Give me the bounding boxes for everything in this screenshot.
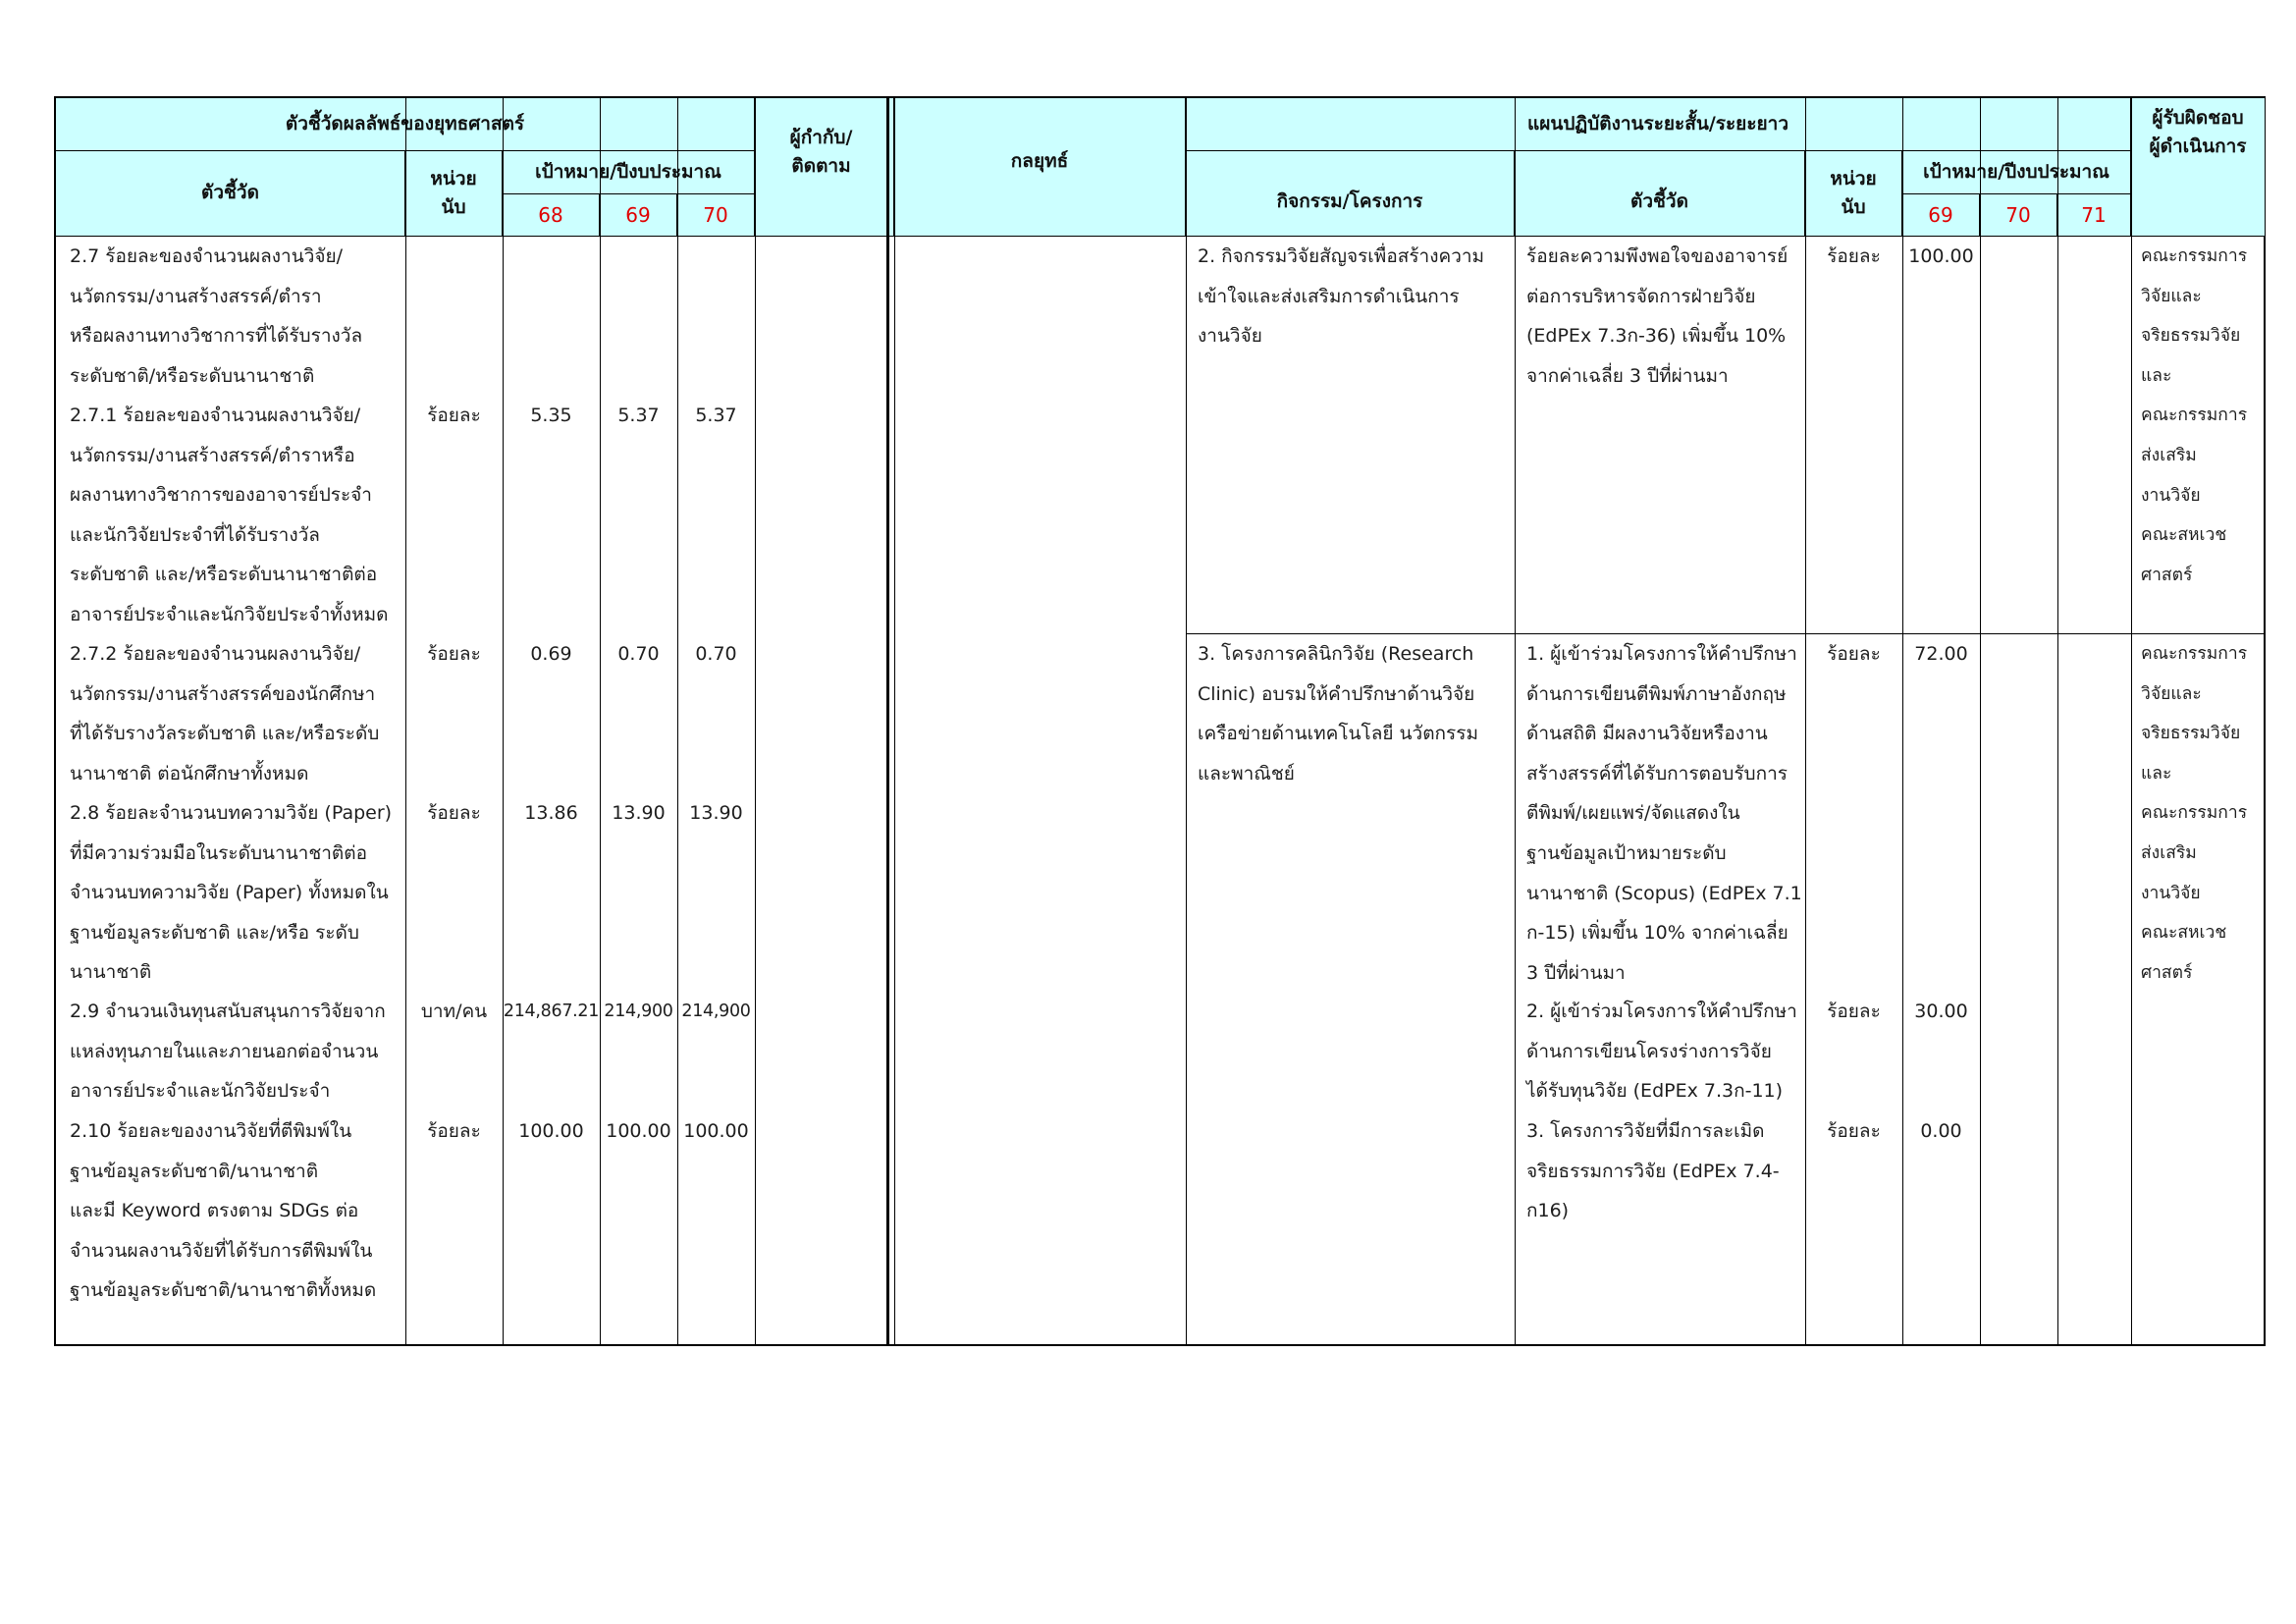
- col-line: [1805, 98, 1806, 1346]
- col-line: [600, 98, 601, 1346]
- activity-2-value-69: 100.00: [1908, 245, 1974, 267]
- header-year-68: 68: [503, 194, 600, 237]
- value-2-7-2-68: 0.69: [530, 643, 572, 665]
- header-year-70: 70: [677, 194, 755, 237]
- activity-3-indicator-2-value-69: 30.00: [1914, 1001, 1968, 1022]
- value-2-8-69: 13.90: [612, 802, 666, 824]
- activity-3-indicator-2-unit: ร้อยละ: [1827, 1001, 1881, 1022]
- header-unit-right-line1: หน่วย: [1830, 167, 1877, 189]
- value-2-8-68: 13.86: [524, 802, 578, 824]
- header-target-budget-year-right: เป้าหมาย/ปีงบประมาณ: [1902, 151, 2131, 194]
- activity-2-responsible: คณะกรรมการ วิจัยและ จริยธรรมวิจัย และ คณะกรรมการ ส่งเสริม งานวิจัย คณะสหเวช ศาสตร์: [2141, 246, 2248, 585]
- header-target-budget-year: เป้าหมาย/ปีงบประมาณ: [503, 151, 755, 194]
- header-strategic-outcome: ตัวชี้วัดผลลัพธ์ของยุทธศาสตร์: [56, 98, 755, 151]
- unit-2-8: ร้อยละ: [427, 802, 481, 824]
- col-line: [755, 98, 756, 1346]
- activity-3-indicator-3-unit: ร้อยละ: [1827, 1120, 1881, 1142]
- value-2-10-69: 100.00: [606, 1120, 671, 1142]
- col-line: [1980, 98, 1981, 1346]
- unit-2-9: บาท/คน: [420, 1001, 488, 1022]
- value-2-7-1-70: 5.37: [695, 405, 737, 426]
- value-2-10-70: 100.00: [683, 1120, 749, 1142]
- header-year-right-71: 71: [2057, 194, 2131, 237]
- header-indicator: ตัวชี้วัด: [56, 151, 405, 237]
- col-line: [2057, 98, 2058, 1346]
- value-2-9-70: 214,900: [681, 1001, 751, 1021]
- indicator-2-8: 2.8 ร้อยละจำนวนบทความวิจัย (Paper) ที่มีความร่วมมือในระดับนานาชาติต่อ จำนวนบทความวิจัย (Paper) ทั้งหมดใน ฐานข้อมูลระดับชาติ และ/หรือ ระดับ นานาชาติ: [70, 802, 393, 984]
- indicator-2-9: 2.9 จำนวนเงินทุนสนับสนุนการวิจัยจาก แหล่งทุนภายในและภายนอกต่อจำนวน อาจารย์ประจำและนักวิจัยประจำ: [70, 1001, 386, 1103]
- header-year-right-69: 69: [1902, 194, 1980, 237]
- activity-3-indicator-1-value-69: 72.00: [1914, 643, 1968, 665]
- header-unit-line1: หน่วย: [430, 167, 477, 189]
- header-year-right-70: 70: [1980, 194, 2057, 237]
- col-line: [677, 98, 678, 1346]
- header-supervisor-line2: ติดตาม: [791, 155, 851, 178]
- header-unit: [405, 151, 503, 237]
- indicator-2-7: 2.7 ร้อยละของจำนวนผลงานวิจัย/ นวัตกรรม/งานสร้างสรรค์/ตำรา หรือผลงานทางวิชาการที่ได้รับรางวัล ระดับชาติ/หรือระดับนานาชาติ: [70, 245, 363, 387]
- value-2-7-1-69: 5.37: [617, 405, 660, 426]
- col-line-thick: [886, 98, 889, 1346]
- header-activity-project: กิจกรรม/โครงการ: [1186, 151, 1515, 237]
- value-2-8-70: 13.90: [689, 802, 743, 824]
- activity-3: 3. โครงการคลินิกวิจัย (Research Clinic) อบรมให้คำปรึกษาด้านวิจัย เครือข่ายด้านเทคโนโลยี นวัตกรรม และพาณิชย์: [1198, 643, 1478, 785]
- col-line: [405, 98, 406, 1346]
- header-action-plan: แผนปฏิบัติงานระยะสั้น/ระยะยาว: [1186, 98, 2131, 151]
- value-2-7-2-69: 0.70: [617, 643, 660, 665]
- header-supervisor-line1: ผู้กำกับ/: [789, 127, 853, 148]
- col-line: [894, 98, 895, 1346]
- activity-3-indicator-3: 3. โครงการวิจัยที่มีการละเมิด จริยธรรมการวิจัย (EdPEx 7.4-ก16): [1526, 1120, 1780, 1222]
- activity-3-indicator-1: 1. ผู้เข้าร่วมโครงการให้คำปรึกษา ด้านการเขียนตีพิมพ์ภาษาอังกฤษ ด้านสถิติ มีผลงานวิจัยหรืองาน สร้างสรรค์ที่ได้รับการตอบรับการ ตีพิมพ์/เผยแพร่/จัดแสดงใน ฐานข้อมูลเป้าหมายระดับ นานาชาติ (Scopus) (EdPEx 7.1 ก-15) เพิ่มขึ้น 10% จากค่าเฉลี่ย 3 ปีที่ผ่านมา: [1526, 643, 1802, 984]
- header-unit-right-line2: นับ: [1841, 196, 1866, 218]
- indicator-2-10: 2.10 ร้อยละของงานวิจัยที่ตีพิมพ์ใน ฐานข้อมูลระดับชาติ/นานาชาติ และมี Keyword ตรงตาม SDGs ต่อ จำนวนผลงานวิจัยที่ได้รับการตีพิมพ์ใน ฐานข้อมูลระดับชาติ/นานาชาติทั้งหมด: [70, 1120, 377, 1302]
- activity-2: 2. กิจกรรมวิจัยสัญจรเพื่อสร้างความ เข้าใจและส่งเสริมการดำเนินการ งานวิจัย: [1198, 245, 1485, 348]
- col-line: [2131, 98, 2132, 1346]
- header-responsible-line2: ผู้ดำเนินการ: [2149, 135, 2247, 158]
- activity-3-responsible: คณะกรรมการ วิจัยและ จริยธรรมวิจัย และ คณะกรรมการ ส่งเสริม งานวิจัย คณะสหเวช ศาสตร์: [2141, 644, 2248, 983]
- activity-3-indicator-3-value-69: 0.00: [1920, 1120, 1962, 1142]
- activity-2-indicator: ร้อยละความพึงพอใจของอาจารย์ ต่อการบริหารจัดการฝ่ายวิจัย (EdPEx 7.3ก-36) เพิ่มขึ้น 10% จากค่าเฉลี่ย 3 ปีที่ผ่านมา: [1526, 245, 1789, 387]
- col-line: [1186, 98, 1187, 1346]
- value-2-9-69: 214,900: [604, 1001, 673, 1021]
- unit-2-7-2: ร้อยละ: [427, 643, 481, 665]
- header-year-69: 69: [600, 194, 677, 237]
- unit-2-10: ร้อยละ: [427, 1120, 481, 1142]
- col-line: [1515, 98, 1516, 1346]
- header-unit-right: [1805, 151, 1902, 237]
- header-responsible-line1: ผู้รับผิดชอบ: [2152, 107, 2244, 129]
- activity-2-unit: ร้อยละ: [1827, 245, 1881, 267]
- header-responsible: [2131, 98, 2266, 237]
- value-2-9-68: 214,867.21: [503, 1001, 600, 1021]
- col-line: [1902, 98, 1903, 1346]
- strategy-table: [54, 96, 2266, 1346]
- unit-2-7-1: ร้อยละ: [427, 405, 481, 426]
- indicator-2-7-1: 2.7.1 ร้อยละของจำนวนผลงานวิจัย/ นวัตกรรม/งานสร้างสรรค์/ตำราหรือ ผลงานทางวิชาการของอาจารย์ประจำ และนักวิจัยประจำที่ได้รับรางวัล ระดับชาติ และ/หรือระดับนานาชาติต่อ อาจารย์ประจำและนักวิจัยประจำทั้งหมด: [70, 405, 389, 625]
- value-2-10-68: 100.00: [518, 1120, 584, 1142]
- activity-3-indicator-2: 2. ผู้เข้าร่วมโครงการให้คำปรึกษา ด้านการเขียนโครงร่างการวิจัย ได้รับทุนวิจัย (EdPEx 7.3ก-11): [1526, 1001, 1797, 1103]
- header-unit-line2: นับ: [441, 196, 466, 218]
- header-indicator-right: ตัวชี้วัด: [1515, 151, 1805, 237]
- indicator-2-7-2: 2.7.2 ร้อยละของจำนวนผลงานวิจัย/ นวัตกรรม/งานสร้างสรรค์ของนักศึกษา ที่ได้รับรางวัลระดับชาติ และ/หรือระดับ นานาชาติ ต่อนักศึกษาทั้งหมด: [70, 643, 380, 785]
- header-supervisor: [755, 98, 888, 237]
- activity-3-indicator-1-unit: ร้อยละ: [1827, 643, 1881, 665]
- value-2-7-1-68: 5.35: [530, 405, 572, 426]
- value-2-7-2-70: 0.70: [695, 643, 737, 665]
- header-strategy: กลยุทธ์: [894, 98, 1186, 237]
- col-line: [503, 98, 504, 1346]
